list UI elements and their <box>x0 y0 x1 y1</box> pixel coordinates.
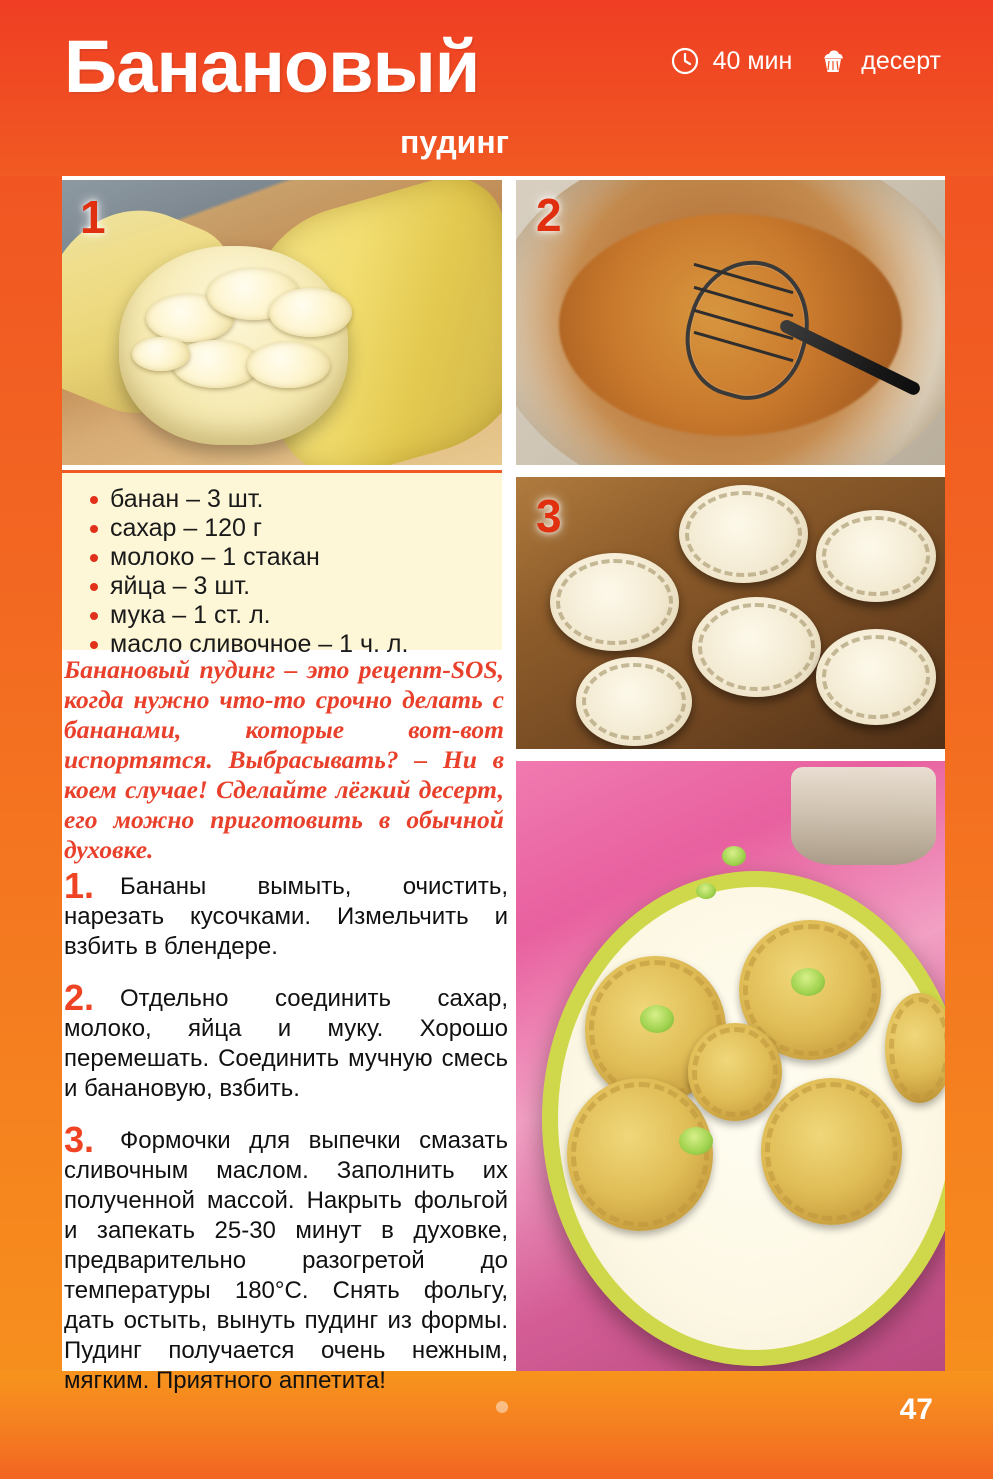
recipe-photo-step-1 <box>62 180 502 465</box>
clock-icon <box>670 46 700 76</box>
photo-step-number: 3 <box>536 490 562 542</box>
banana-slice <box>132 337 189 371</box>
registration-mark <box>496 1401 508 1413</box>
list-item: масло сливочное – 1 ч. л. <box>84 630 502 658</box>
ingredients-list <box>84 485 502 658</box>
banana-slice <box>269 288 353 336</box>
list-item: банан – 3 шт. <box>84 485 502 513</box>
page-title: Банановый <box>64 25 480 108</box>
recipe-photo-step-2 <box>516 180 945 465</box>
cook-time <box>670 46 793 76</box>
pudding <box>761 1078 903 1224</box>
instruction-step <box>64 865 508 962</box>
step-text: Отдельно соединить сахар, молоко, яйца и муку. Хорошо перемешать. Соединить мучную смесь и банановую, взбить. <box>64 985 508 1102</box>
category-label: десерт <box>861 46 941 75</box>
step-number: 3. <box>64 1119 95 1160</box>
right-border <box>945 0 993 1479</box>
step-text: Бананы вымыть, очистить, нарезать кусочками. Измельчить и взбить в блендере. <box>64 873 508 960</box>
cook-time-label: 40 мин <box>712 46 793 75</box>
list-item: яйца – 3 шт. <box>84 572 502 600</box>
baking-mould <box>816 510 936 602</box>
step-text: Формочки для выпечки смазать сливочным маслом. Заполнить их полученной массой. Накрыть фольгой и запекать 25-30 минут в духовке, предварительно разогретой до температуры 180°C. Снять фольгу, дать остыть, вынуть пудинг из формы. Пудинг получается очень нежным, мягким. Приятного аппетита! <box>64 1127 508 1394</box>
instruction-step <box>64 1119 508 1396</box>
recipe-meta <box>670 46 941 76</box>
left-border <box>0 0 62 1479</box>
baking-mould <box>576 657 692 747</box>
cupcake-icon <box>818 46 848 76</box>
recipe-photo-final <box>516 761 945 1371</box>
baking-mould <box>550 553 679 651</box>
pudding <box>688 1023 782 1121</box>
list-item: мука – 1 ст. л. <box>84 601 502 629</box>
page-subtitle: пудинг <box>400 124 509 160</box>
instruction-step <box>64 977 508 1104</box>
step-number: 2. <box>64 977 95 1018</box>
pudding <box>885 993 945 1103</box>
list-item: сахар – 120 г <box>84 514 502 542</box>
photo-step-number: 1 <box>80 191 106 243</box>
recipe-header <box>0 0 993 176</box>
recipe-photo-step-3 <box>516 477 945 749</box>
cream-decoration <box>679 1127 713 1155</box>
photo-step-number: 2 <box>536 189 562 241</box>
category <box>818 46 941 76</box>
cream-decoration <box>791 968 825 996</box>
baking-mould <box>679 485 808 583</box>
plate-stack <box>791 767 937 865</box>
list-item: молоко – 1 стакан <box>84 543 502 571</box>
baking-mould <box>692 597 821 698</box>
page-number: 47 <box>899 1393 933 1426</box>
baking-mould <box>816 629 936 724</box>
intro-paragraph: Банановый пудинг – это рецепт-SOS, когда нужно что-то срочно делать с бананами, которые вот-вот испортятся. Выбрасывать? – Ни в коем случае! Сделайте лёгкий десерт, его можно приготовить в обычной духовке. <box>64 655 504 864</box>
banana-slice <box>247 342 331 388</box>
ingredients-box <box>62 470 502 658</box>
step-number: 1. <box>64 865 95 906</box>
instructions <box>64 865 508 1418</box>
